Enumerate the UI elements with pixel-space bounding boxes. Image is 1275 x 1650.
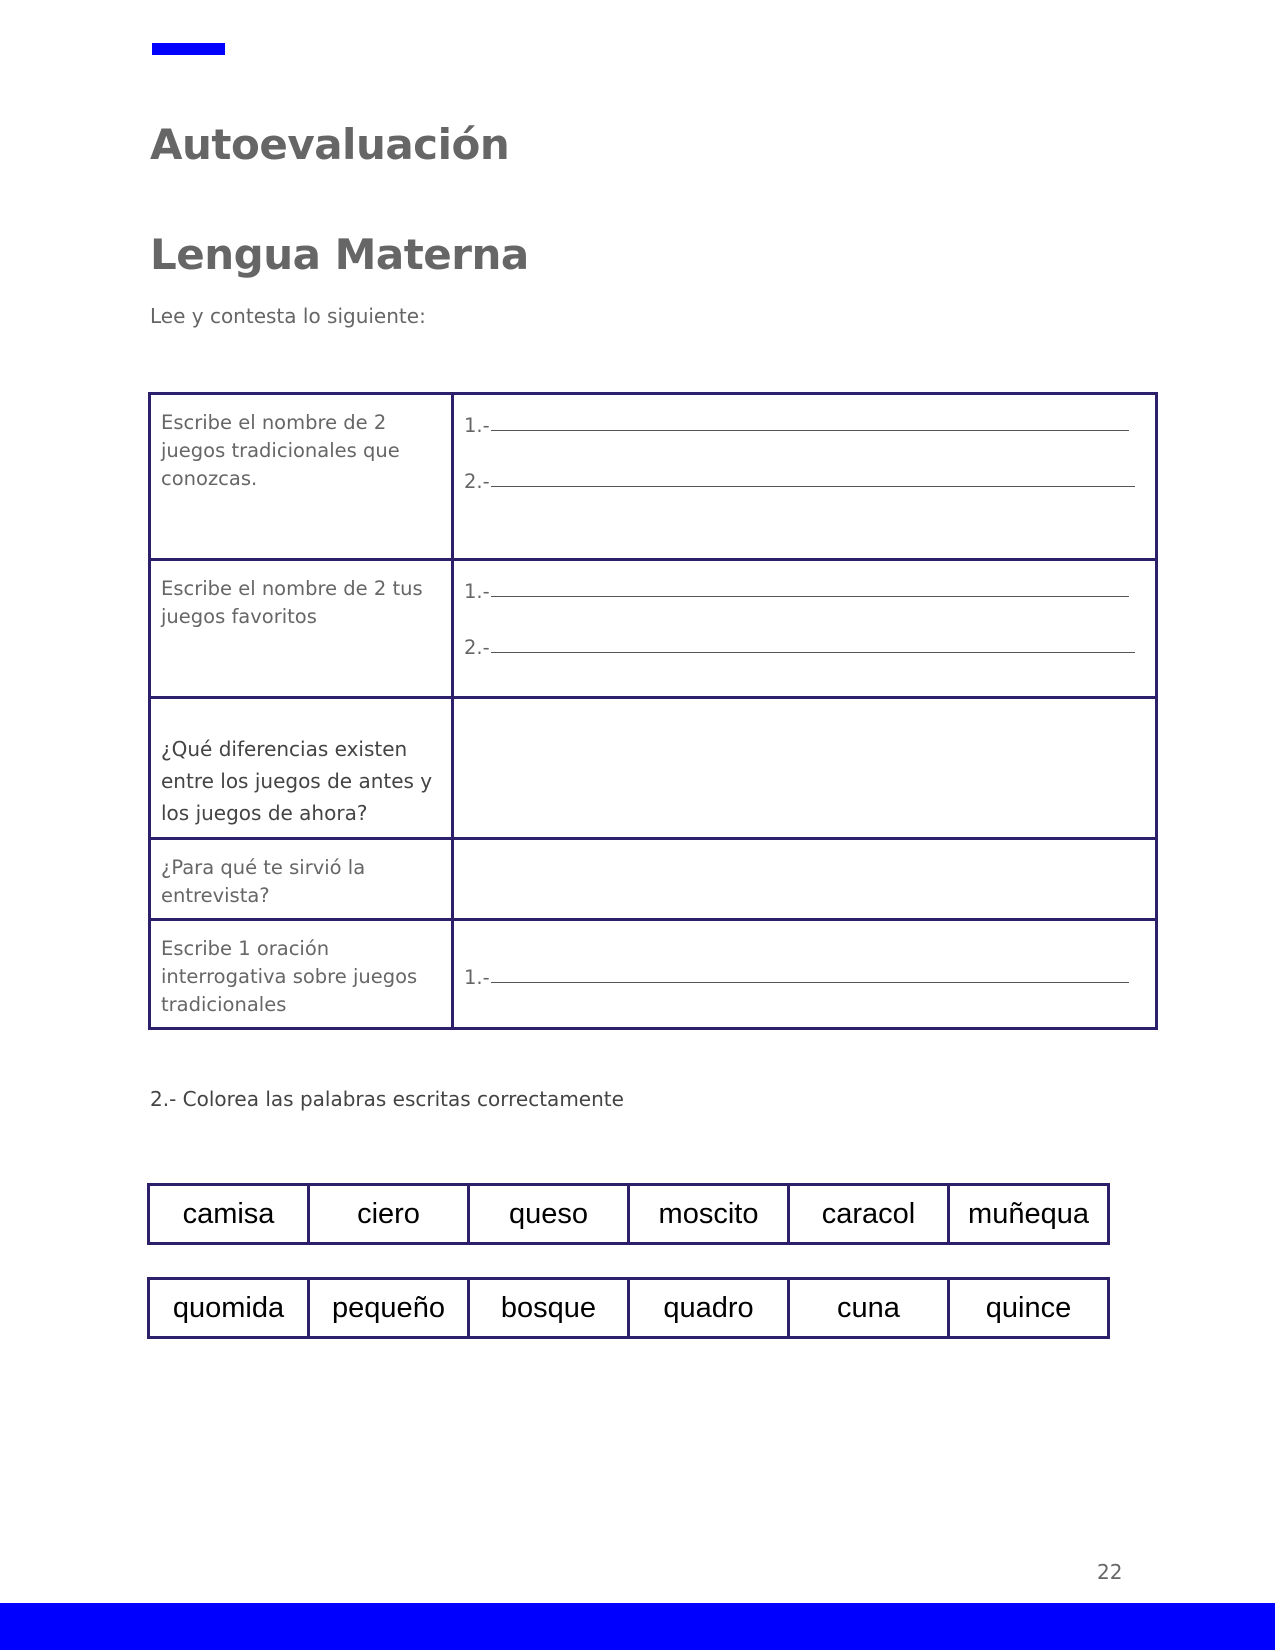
instructions: Lee y contesta lo siguiente: (150, 304, 426, 328)
questions-table (148, 392, 1158, 1030)
word-grid-row-1 (147, 1183, 1110, 1245)
answer-cell[interactable] (453, 839, 1157, 920)
question-cell: Escribe el nombre de 2 juegos tradicionales que conozcas. (150, 394, 453, 560)
word-cell[interactable]: quomida (149, 1279, 309, 1338)
question-row (150, 839, 1157, 920)
question-row (150, 920, 1157, 1029)
answer-cell (453, 560, 1157, 698)
bottom-accent-bar (0, 1603, 1275, 1650)
word-cell[interactable]: muñequa (949, 1185, 1109, 1244)
question-cell: ¿Qué diferencias existen entre los juegos de antes y los juegos de ahora? (150, 698, 453, 839)
question-row (150, 560, 1157, 698)
word-cell[interactable]: caracol (789, 1185, 949, 1244)
word-cell[interactable]: camisa (149, 1185, 309, 1244)
word-cell[interactable]: queso (469, 1185, 629, 1244)
answer-line[interactable]: 1.- (464, 409, 1135, 437)
word-cell[interactable]: ciero (309, 1185, 469, 1244)
word-cell[interactable]: moscito (629, 1185, 789, 1244)
question-cell: ¿Para qué te sirvió la entrevista? (150, 839, 453, 920)
page-number: 22 (1097, 1560, 1123, 1584)
answer-line[interactable]: 2.- (464, 631, 1135, 659)
answer-line[interactable]: 1.- (464, 961, 1135, 989)
word-cell[interactable]: bosque (469, 1279, 629, 1338)
word-cell[interactable]: pequeño (309, 1279, 469, 1338)
question-row (150, 394, 1157, 560)
top-accent-bar (152, 43, 225, 55)
word-cell[interactable]: quince (949, 1279, 1109, 1338)
answer-line[interactable]: 1.- (464, 575, 1135, 603)
question-cell: Escribe el nombre de 2 tus juegos favoritos (150, 560, 453, 698)
answer-line[interactable]: 2.- (464, 465, 1135, 493)
word-grid-row-2 (147, 1277, 1110, 1339)
subject-title: Lengua Materna (150, 230, 529, 279)
word-cell[interactable]: cuna (789, 1279, 949, 1338)
answer-cell (453, 920, 1157, 1029)
question-row (150, 698, 1157, 839)
word-cell[interactable]: quadro (629, 1279, 789, 1338)
answer-cell[interactable] (453, 698, 1157, 839)
page-title: Autoevaluación (150, 120, 510, 169)
question-cell: Escribe 1 oración interrogativa sobre juegos tradicionales (150, 920, 453, 1029)
answer-cell (453, 394, 1157, 560)
section2-instruction: 2.- Colorea las palabras escritas correctamente (150, 1087, 624, 1111)
